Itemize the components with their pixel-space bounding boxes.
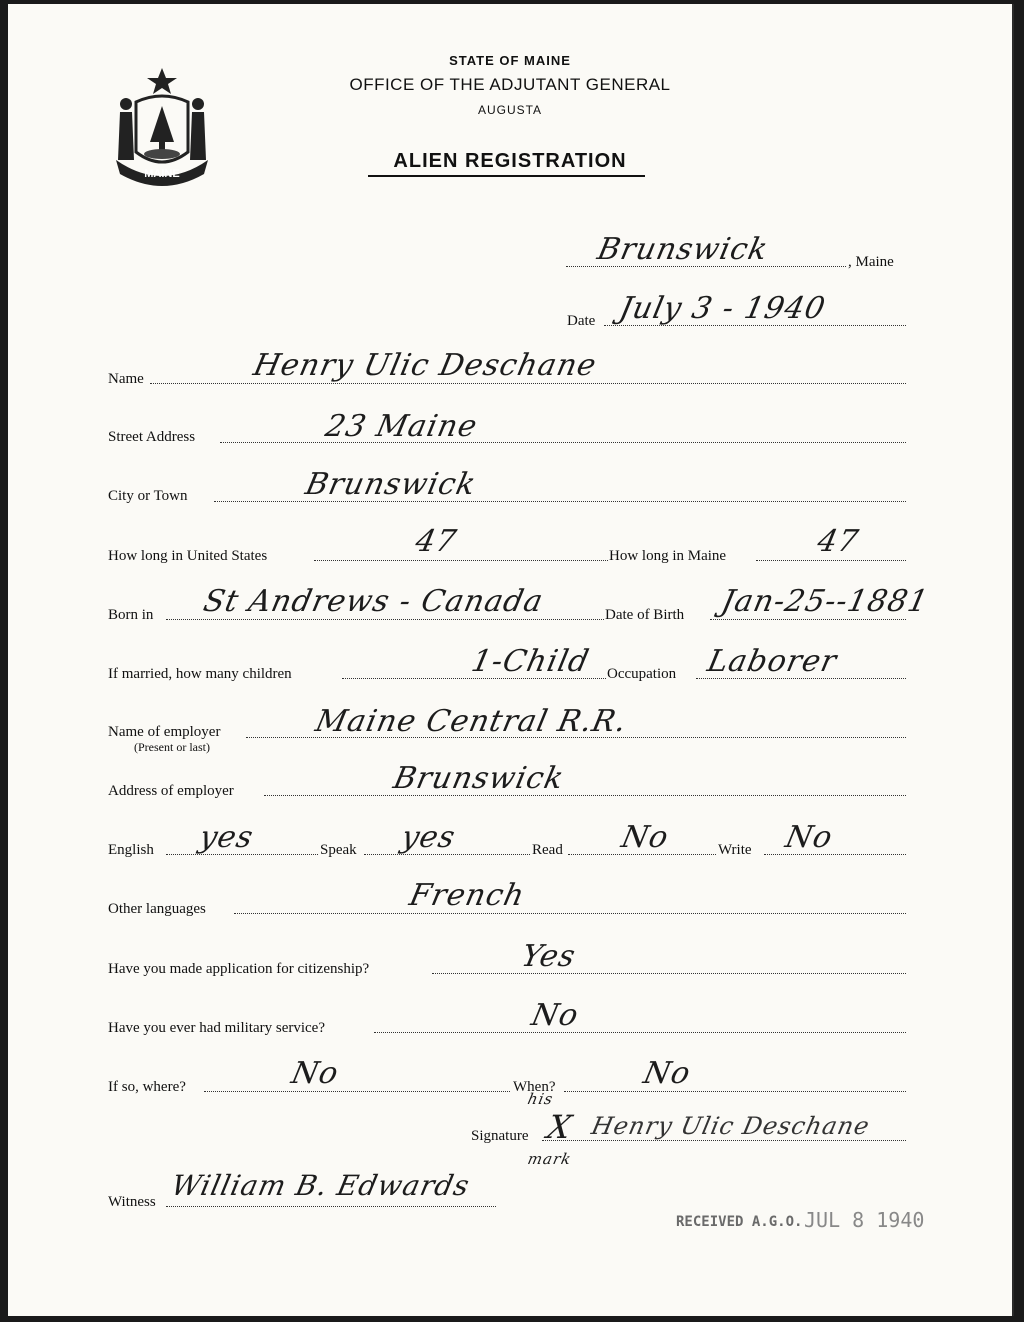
received-stamp: RECEIVED A.G.O. xyxy=(676,1214,803,1230)
read-value: No xyxy=(618,820,673,855)
signature-label: Signature xyxy=(471,1128,529,1144)
military-value: No xyxy=(528,998,583,1033)
signature-line xyxy=(542,1140,906,1141)
street-value: 23 Maine xyxy=(322,409,481,444)
form-title: ALIEN REGISTRATION xyxy=(393,150,627,172)
emp-address-label: Address of employer xyxy=(108,783,234,799)
city-value: Brunswick xyxy=(302,467,480,502)
dob-label: Date of Birth xyxy=(605,607,685,623)
when-line xyxy=(564,1091,906,1092)
street-label: Street Address xyxy=(108,429,196,445)
speak-value: yes xyxy=(398,820,459,855)
name-line xyxy=(150,383,906,384)
write-label: Write xyxy=(718,842,752,858)
speak-label: Speak xyxy=(320,842,357,858)
maine-label: How long in Maine xyxy=(609,548,727,564)
where-label: If so, where? xyxy=(108,1079,186,1095)
employer-sublabel: (Present or last) xyxy=(134,740,210,754)
english-label: English xyxy=(108,842,154,858)
when-value: No xyxy=(640,1056,695,1091)
witness-line xyxy=(166,1206,496,1207)
us-value: 47 xyxy=(412,524,460,559)
maine-line xyxy=(756,560,906,561)
employer-value: Maine Central R.R. xyxy=(312,704,631,739)
occupation-label: Occupation xyxy=(607,666,677,682)
citizenship-label: Have you made application for citizenship? xyxy=(108,961,370,977)
witness-value: William B. Edwards xyxy=(168,1169,473,1202)
employer-label: Name of employer xyxy=(108,724,221,740)
english-value: yes xyxy=(196,820,257,855)
born-label: Born in xyxy=(108,607,154,623)
military-label: Have you ever had military service? xyxy=(108,1020,325,1036)
where-value: No xyxy=(288,1056,343,1091)
born-line xyxy=(166,619,604,620)
children-value: 1-Child xyxy=(468,644,593,679)
mark-word: mark xyxy=(526,1150,574,1168)
dob-line xyxy=(710,619,906,620)
registration-form-page xyxy=(8,4,1014,1316)
emp-address-line xyxy=(264,795,906,796)
us-label: How long in United States xyxy=(108,548,268,564)
date-value: July 3 - 1940 xyxy=(616,291,829,326)
read-label: Read xyxy=(532,842,563,858)
date-label: Date xyxy=(567,313,596,329)
seal-text: MAINE xyxy=(144,168,180,180)
header-state: STATE OF MAINE xyxy=(449,53,571,68)
received-stamp-date: JUL 8 1940 xyxy=(804,1208,925,1232)
name-label: Name xyxy=(108,371,144,387)
state-label: , Maine xyxy=(848,254,894,270)
citizenship-line xyxy=(432,973,906,974)
maine-value: 47 xyxy=(814,524,862,559)
write-value: No xyxy=(782,820,837,855)
witness-label: Witness xyxy=(108,1194,156,1210)
us-line xyxy=(314,560,608,561)
born-value: St Andrews - Canada xyxy=(200,584,547,619)
mark-x: X xyxy=(543,1108,576,1146)
signature-value: Henry Ulic Deschane xyxy=(589,1112,873,1140)
town-value: Brunswick xyxy=(594,232,772,267)
emp-address-value: Brunswick xyxy=(390,761,568,796)
where-line xyxy=(204,1091,510,1092)
other-languages-line xyxy=(234,913,906,914)
mark-his: his xyxy=(526,1090,556,1108)
dob-value: Jan-25--1881 xyxy=(718,584,932,619)
children-label: If married, how many children xyxy=(108,666,292,682)
military-line xyxy=(374,1032,906,1033)
other-languages-value: French xyxy=(406,878,529,913)
other-languages-label: Other languages xyxy=(108,901,206,917)
when-label: When? xyxy=(513,1079,556,1095)
title-underline xyxy=(368,175,645,177)
header-city: AUGUSTA xyxy=(477,103,543,117)
name-value: Henry Ulic Deschane xyxy=(250,348,600,383)
citizenship-value: Yes xyxy=(518,939,580,974)
city-label: City or Town xyxy=(108,488,188,504)
occupation-value: Laborer xyxy=(704,644,841,679)
header-office: OFFICE OF THE ADJUTANT GENERAL xyxy=(349,75,671,94)
